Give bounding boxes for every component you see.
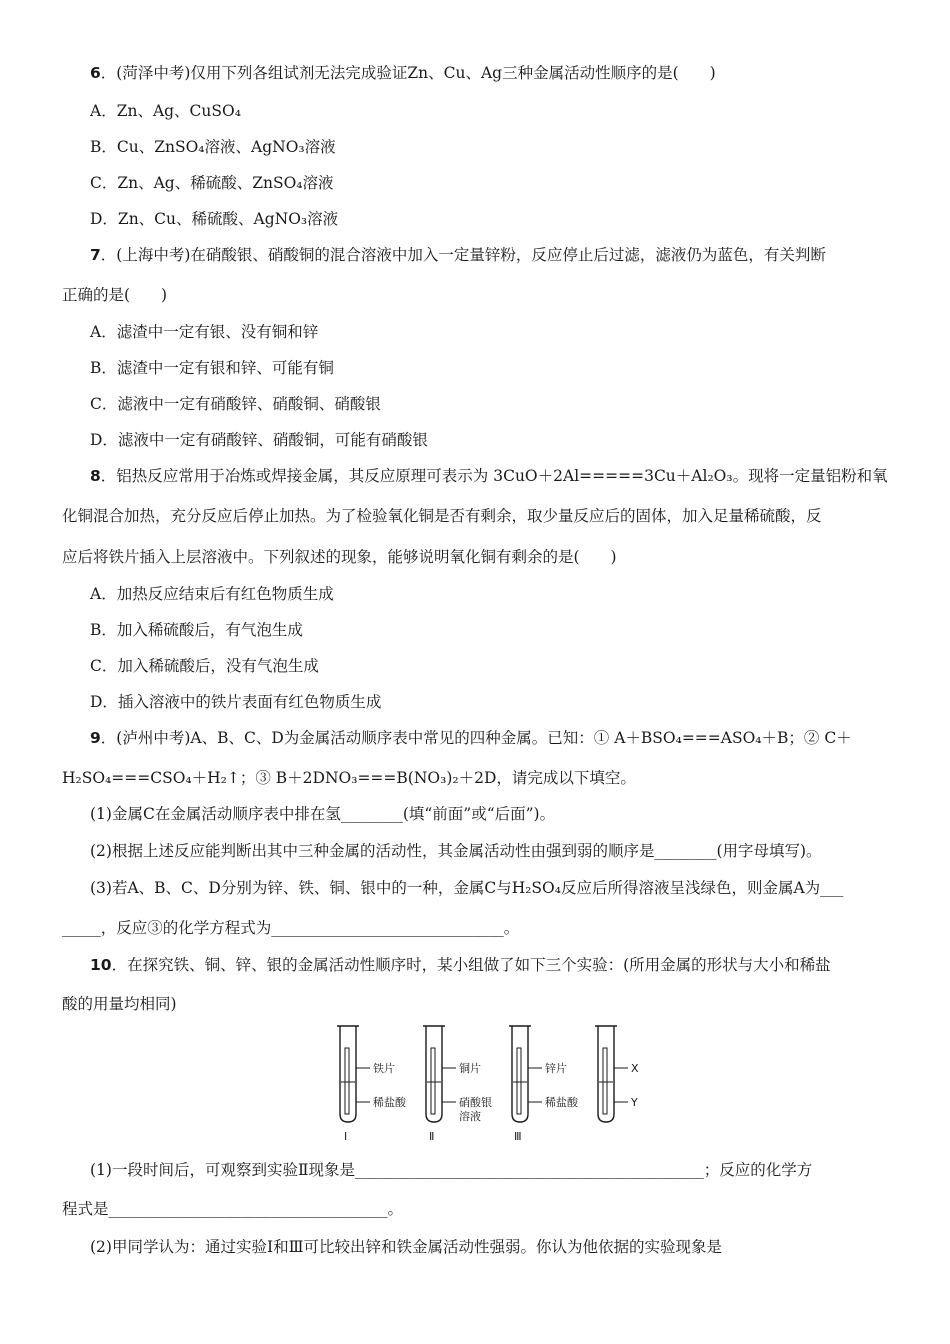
- q8-option-a: A．加热反应结束后有红色物质生成: [90, 585, 334, 603]
- q6-option-c: C．Zn、Ag、稀硫酸、ZnSO₄溶液: [90, 174, 334, 192]
- q7-option-b: B．滤渣中一定有银和锌、可能有铜: [90, 359, 334, 377]
- q8-stem-cont-1: 化铜混合加热，充分反应后停止加热。为了检验氧化铜是否有剩余，取少量反应后的固体，加入足量稀硫酸，反: [62, 507, 822, 525]
- q9-sub1: (1)金属C在金属活动顺序表中排在氢________(填“前面”或“后面”)。: [90, 805, 556, 823]
- test-tube-figure: [330, 1022, 650, 1142]
- q9-sub2: (2)根据上述反应能判断出其中三种金属的活动性，其金属活动性由强到弱的顺序是________(用字母填写)。: [90, 842, 822, 860]
- q10-number: 10: [90, 956, 112, 974]
- tube-3-numeral: Ⅲ: [514, 1130, 522, 1142]
- q9-sub3: (3)若A、B、C、D分别为锌、铁、铜、银中的一种，金属C与H₂SO₄反应后所得溶液呈浅绿色，则金属A为___: [90, 879, 844, 897]
- tube-1-label-metal: 铁片: [373, 1062, 395, 1075]
- q7-stem: 7．(上海中考)在硝酸银、硝酸铜的混合溶液中加入一定量锌粉，反应停止后过滤，滤液仍为蓝色，有关判断: [90, 246, 826, 264]
- q8-number: 8: [90, 467, 101, 485]
- q10-sub1: (1)一段时间后，可观察到实验Ⅱ现象是_____________________________________________；反应的化学方: [90, 1161, 813, 1179]
- q8-stem-cont-2: 应后将铁片插入上层溶液中。下列叙述的现象，能够说明氧化铜有剩余的是( ): [62, 548, 617, 566]
- q7-option-a: A．滤渣中一定有银、没有铜和锌: [90, 323, 319, 341]
- q10-stem: 10．在探究铁、铜、锌、银的金属活动性顺序时，某小组做了如下三个实验：(所用金属的形状与大小和稀盐: [90, 956, 831, 974]
- q10-sub1-cont: 程式是____________________________________。: [62, 1200, 404, 1218]
- q8-stem: 8．铝热反应常用于冶炼或焊接金属，其反应原理可表示为 3CuO＋2Al=====3Cu＋Al₂O₃。现将一定量铝粉和氧: [90, 467, 888, 485]
- q7-option-d: D．滤液中一定有硝酸锌、硝酸铜，可能有硝酸银: [90, 431, 428, 449]
- q6-option-b: B．Cu、ZnSO₄溶液、AgNO₃溶液: [90, 138, 336, 156]
- tube-3-label-metal: 锌片: [545, 1062, 567, 1075]
- q7-number: 7: [90, 246, 101, 264]
- tube-3-label-liquid: 稀盐酸: [545, 1096, 578, 1109]
- q9-sub3-cont: _____，反应③的化学方程式为______________________________。: [62, 919, 520, 937]
- q6-stem: 6．(菏泽中考)仅用下列各组试剂无法完成验证Zn、Cu、Ag三种金属活动性顺序的是( ): [90, 64, 716, 82]
- tube-4-label-x: X: [631, 1062, 639, 1075]
- tube-2: [423, 1026, 456, 1122]
- q6-option-a: A．Zn、Ag、CuSO₄: [90, 102, 241, 120]
- q6-number: 6: [90, 64, 101, 82]
- q9-stem: 9．(泸州中考)A、B、C、D为金属活动顺序表中常见的四种金属。已知：① A＋BSO₄===ASO₄＋B；② C＋: [90, 729, 852, 747]
- tube-3: [509, 1026, 542, 1122]
- tube-1-numeral: I: [344, 1130, 348, 1142]
- tube-2-numeral: Ⅱ: [429, 1130, 435, 1142]
- q9-stem-cont: H₂SO₄===CSO₄＋H₂↑；③ B＋2DNO₃===B(NO₃)₂＋2D，请完成以下填空。: [62, 769, 636, 787]
- q7-stem-cont: 正确的是( ): [62, 286, 168, 304]
- q8-option-d: D．插入溶液中的铁片表面有红色物质生成: [90, 693, 382, 711]
- tube-1-label-liquid: 稀盐酸: [373, 1096, 406, 1109]
- q8-option-b: B．加入稀硫酸后，有气泡生成: [90, 621, 303, 639]
- tube-4-label-y: Y: [631, 1096, 638, 1109]
- q10-stem-cont: 酸的用量均相同): [62, 995, 177, 1013]
- tube-2-label-liquid-1: 硝酸银: [459, 1096, 492, 1109]
- tube-2-label-liquid-2: 溶液: [459, 1110, 481, 1123]
- q7-option-c: C．滤液中一定有硝酸锌、硝酸铜、硝酸银: [90, 395, 381, 413]
- tube-2-label-metal: 铜片: [459, 1062, 481, 1075]
- q6-option-d: D．Zn、Cu、稀硫酸、AgNO₃溶液: [90, 210, 339, 228]
- tube-4: [595, 1026, 628, 1122]
- tube-1: [337, 1026, 370, 1122]
- q9-number: 9: [90, 729, 101, 747]
- test-tubes-svg: [330, 1022, 650, 1142]
- q10-sub2: (2)甲同学认为：通过实验Ⅰ和Ⅲ可比较出锌和铁金属活动性强弱。你认为他依据的实验现象是: [90, 1238, 723, 1256]
- q8-option-c: C．加入稀硫酸后，没有气泡生成: [90, 657, 319, 675]
